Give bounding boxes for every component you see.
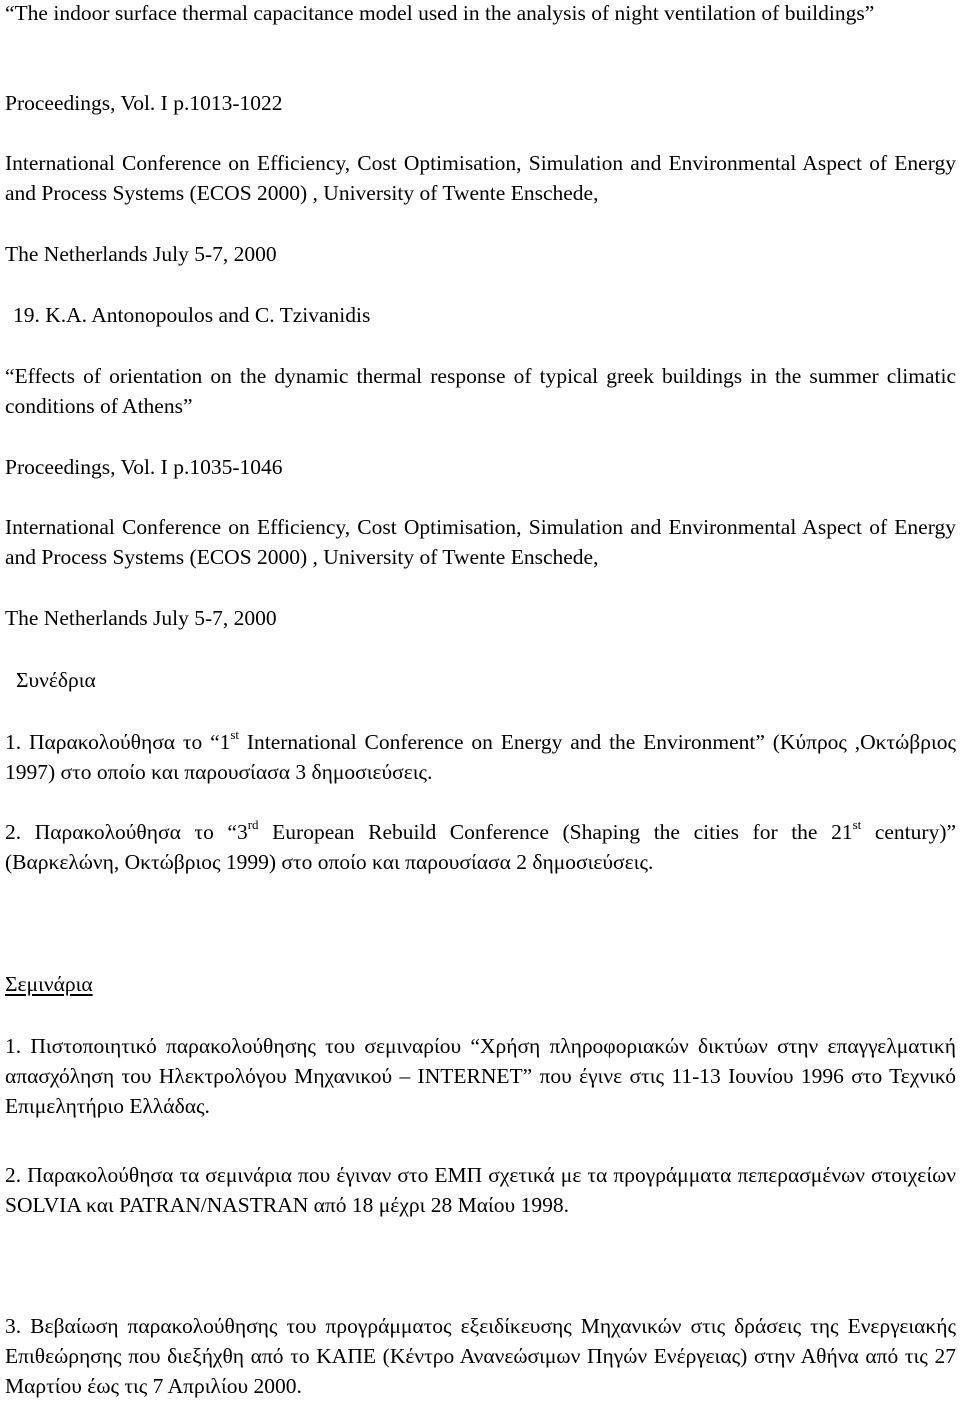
entry19-proceedings: Proceedings, Vol. I p.1035-1046 [5, 455, 283, 479]
seminar-item-3: 3. Βεβαίωση παρακολούθησης του προγράμματος εξειδίκευσης Μηχανικών στις δράσεις της Ενεργειακής Επιθεώρησης που διεξήχθη από το ΚΑΠΕ (Κέντρο Ανανεώσιμων Πηγών Ενέργειας) στην Αθήνα από τις 27 Μαρτίου έως τις 7 Απριλίου 2000. [5, 1314, 956, 1398]
conference-item-1-post: International Conference on Energy and the Environment” (Κύπρος ,Οκτώβριος 1997) στο οποίο και παρουσίασα 3 δημοσιεύσεις. [5, 730, 956, 784]
conference-item-2-pre: 2. Παρακολούθησα το “3 [5, 820, 248, 844]
entry19-authors: 19. K.A. Antonopoulos and C. Tzivanidis [13, 303, 371, 327]
seminars-heading-text: Σεμινάρια [5, 972, 93, 996]
entry18-location: The Netherlands July 5-7, 2000 [5, 242, 277, 266]
seminar-item-2: 2. Παρακολούθησα τα σεμινάρια που έγιναν στο ΕΜΠ σχετικά με τα προγράμματα πεπερασμένων στοιχείων SOLVIA και PATRAN/NASTRAN από 18 μέχρι 28 Μαίου 1998. [5, 1163, 956, 1217]
seminar-item-1: 1. Πιστοποιητικό παρακολούθησης του σεμιναρίου “Χρήση πληροφοριακών δικτύων στην επαγγελματική απασχόληση του Ηλεκτρολόγου Μηχανικού – INTERNET” που έγινε στις 11-13 Ιουνίου 1996 στο Τεχνικό Επιμελητήριο Ελλάδας. [5, 1034, 956, 1118]
conferences-heading: Συνέδρια [16, 668, 96, 692]
entry18-proceedings: Proceedings, Vol. I p.1013-1022 [5, 91, 283, 115]
conference-item-2-post: century)” (Βαρκελώνη, Οκτώβριος 1999) στο οποίο και παρουσίασα 2 δημοσιεύσεις. [5, 820, 957, 874]
seminars-heading [5, 969, 956, 999]
conference-item-1-pre: 1. Παρακολούθησα το “1 [5, 730, 231, 754]
entry18-title: “The indoor surface thermal capacitance model used in the analysis of night ventilation of buildings” [5, 1, 875, 25]
conference-item-2-mid: European Rebuild Conference (Shaping the cities for the 21 [258, 820, 853, 844]
conference-item-1-sup: st [230, 726, 240, 742]
entry18-conference: International Conference on Efficiency, Cost Optimisation, Simulation and Environmental Aspect of Energy and Process Systems (ECOS 2000) , University of Twente Enschede, [5, 151, 956, 205]
entry19-location: The Netherlands July 5-7, 2000 [5, 606, 277, 630]
entry19-conference: International Conference on Efficiency, Cost Optimisation, Simulation and Environmental Aspect of Energy and Process Systems (ECOS 2000) , University of Twente Enschede, [5, 515, 956, 569]
conference-item-2-sup1: rd [247, 816, 259, 832]
conference-item-1 [5, 727, 956, 787]
conference-item-2-sup2: st [852, 816, 862, 832]
conference-item-2 [5, 817, 956, 877]
entry19-title: “Effects of orientation on the dynamic thermal response of typical greek buildings in the summer climatic conditions of Athens” [5, 364, 956, 418]
